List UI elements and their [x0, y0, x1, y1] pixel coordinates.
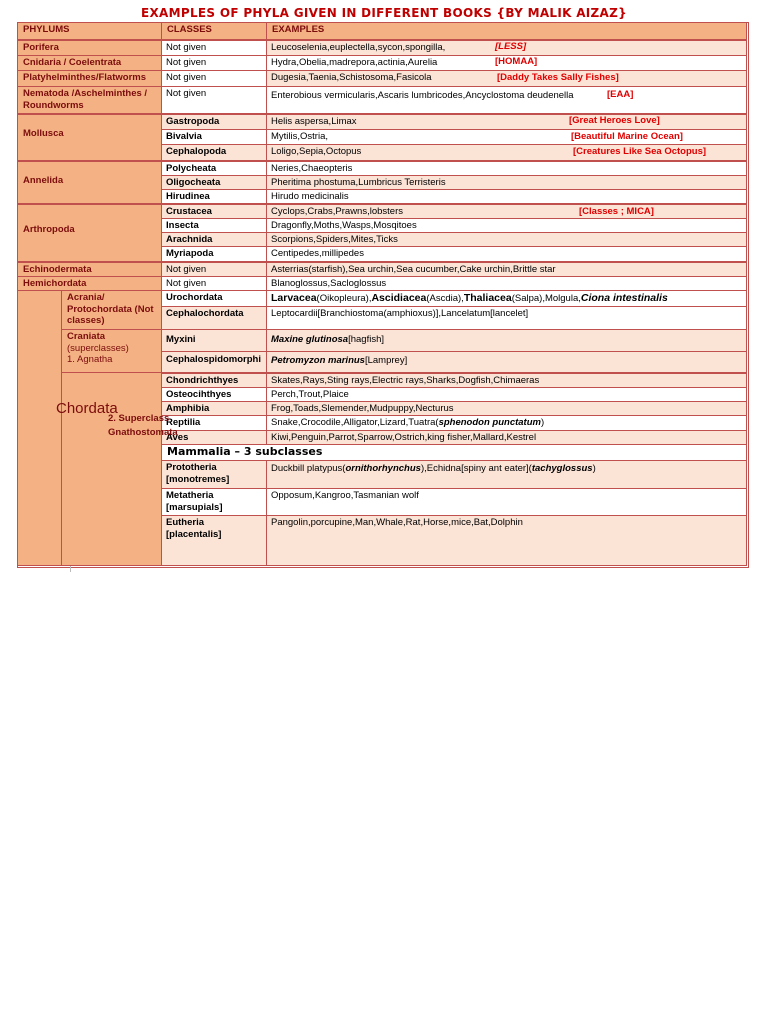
class-bivalvia: Bivalvia: [161, 129, 267, 145]
header-examples: EXAMPLES: [266, 22, 747, 40]
class-gastropoda: Gastropoda: [161, 114, 267, 130]
acrania-label: Acrania/ Protochordata (Not classes): [61, 290, 162, 330]
class-urochordata: Urochordata: [161, 290, 267, 307]
examples-osteichthyes: Perch,Trout,Plaice: [266, 387, 747, 402]
prototheria-name: Prototheria: [166, 462, 217, 473]
phylum-echinodermata: Echinodermata: [17, 262, 162, 277]
examples-echinodermata: Asterrias(starfish),Sea urchin,Sea cucumber,Cake urchin,Brittle star: [266, 262, 747, 277]
mnemonic: [LESS]: [495, 41, 527, 52]
eutheria-alt: [placentalis]: [166, 528, 222, 540]
mnemonic: [HOMAA]: [495, 56, 538, 67]
examples-text: Mytilis,Ostria,: [271, 131, 328, 142]
examples-nematoda: [266, 86, 747, 114]
examples-metatheria: Opposum,Kangroo,Tasmanian wolf: [266, 488, 747, 516]
class-polycheata: Polycheata: [161, 161, 267, 176]
ciona: Ciona intestinalis: [580, 292, 668, 304]
craniata-title: Craniata: [67, 331, 106, 342]
examples-text: Dugesia,Taenia,Schistosoma,Fasicola: [271, 72, 432, 83]
class-hirudinea: Hirudinea: [161, 189, 267, 204]
examples-eutheria: Pangolin,porcupine,Man,Whale,Rat,Horse,mice,Bat,Dolphin: [266, 515, 747, 566]
metatheria-alt: [marsupials]: [166, 501, 223, 513]
examples-platyhelminthes: [266, 70, 747, 87]
class-aves: Aves: [161, 430, 267, 445]
phylum-chordata: Chordata: [56, 400, 118, 417]
myxini-common: [hagfish]: [348, 334, 384, 345]
phylum-porifera: Porifera: [17, 40, 162, 56]
phylum-platyhelminthes: Platyhelminthes/Flatworms: [17, 70, 162, 87]
phylum-chordata-column: [17, 290, 62, 566]
divider-tick: [70, 566, 71, 572]
class-reptilia: Reptilia: [161, 415, 267, 431]
mnemonic: [Great Heroes Love]: [569, 115, 660, 126]
thaliacea-example: (Salpa),Molgula,: [511, 293, 581, 304]
page-title: EXAMPLES OF PHYLA GIVEN IN DIFFERENT BOOKS {BY MALIK AIZAZ}: [141, 6, 627, 20]
class-osteichthyes: Osteocihthyes: [161, 387, 267, 402]
examples-crustacea: [266, 204, 747, 219]
metatheria-name: Metatheria: [166, 490, 214, 501]
classes-platyhelminthes: Not given: [161, 70, 267, 87]
class-cephalospidomorphi: Cephalospidomorphi: [161, 351, 267, 373]
examples-chondrichthyes: Skates,Rays,Sting rays,Electric rays,Sharks,Dogfish,Chimaeras: [266, 373, 747, 388]
superclass-gnathostomata: 2. Superclass Gnathostomata: [108, 413, 178, 438]
examples-text: Cyclops,Crabs,Prawns,lobsters: [271, 206, 403, 217]
examples-oligocheata: Pheritima phostuma,Lumbricus Terristeris: [266, 175, 747, 190]
examples-amphibia: Frog,Toads,Slemender,Mudpuppy,Necturus: [266, 401, 747, 416]
class-eutheria: [161, 515, 267, 566]
prototheria-alt: [monotremes]: [166, 473, 230, 485]
proto-mid: ),Echidna[spiny ant eater](: [420, 463, 532, 474]
mnemonic: [Beautiful Marine Ocean]: [571, 131, 683, 142]
class-chondrichthyes: Chondrichthyes: [161, 373, 267, 388]
examples-porifera: [266, 40, 747, 56]
mnemonic: [Daddy Takes Sally Fishes]: [497, 72, 619, 83]
examples-insecta: Dragonfly,Moths,Wasps,Mosqitoes: [266, 218, 747, 233]
classes-cnidaria: Not given: [161, 55, 267, 71]
mammalia-title: Mammalia – 3 subclasses: [167, 445, 323, 458]
class-prototheria: [161, 460, 267, 489]
header-classes: CLASSES: [161, 22, 267, 40]
lamprey-sci: Petromyzon marinus: [271, 355, 365, 366]
phylum-annelida: Annelida: [17, 161, 162, 204]
mnemonic: [EAA]: [607, 89, 634, 100]
class-myxini: Myxini: [161, 329, 267, 352]
examples-polycheata: Neries,Chaeopteris: [266, 161, 747, 176]
craniata-sub: (superclasses): [67, 342, 129, 354]
class-metatheria: [161, 488, 267, 516]
reptilia-pre: Snake,Crocodile,Alligator,Lizard,Tuatra(: [271, 417, 439, 428]
ascidiacea: Ascidiacea: [371, 292, 427, 304]
examples-arachnida: Scorpions,Spiders,Mites,Ticks: [266, 232, 747, 247]
mnemonic: [Creatures Like Sea Octopus]: [573, 146, 707, 157]
proto-sci-1: ornithorhynchus: [345, 463, 421, 474]
phylum-mollusca: Mollusca: [17, 114, 162, 161]
classes-echinodermata: Not given: [161, 262, 267, 277]
examples-myriapoda: Centipedes,millipedes: [266, 246, 747, 262]
class-cephalopoda: Cephalopoda: [161, 144, 267, 161]
classes-porifera: Not given: [161, 40, 267, 56]
eutheria-name: Eutheria: [166, 517, 205, 528]
examples-cephalopoda: [266, 144, 747, 161]
proto-pre: Duckbill platypus(: [271, 463, 346, 474]
myxini-sci: Maxine glutinosa: [271, 334, 349, 345]
class-oligocheata: Oligocheata: [161, 175, 267, 190]
phylum-cnidaria: Cnidaria / Coelentrata: [17, 55, 162, 71]
class-myriapoda: Myriapoda: [161, 246, 267, 262]
larvacea: Larvacea: [271, 292, 317, 304]
examples-gastropoda: [266, 114, 747, 130]
classes-nematoda: Not given: [161, 86, 267, 114]
phylum-arthropoda: Arthropoda: [17, 204, 162, 262]
reptilia-sci: sphenodon punctatum: [438, 417, 541, 428]
mnemonic: [Classes ; MICA]: [579, 206, 654, 217]
proto-sci-2: tachyglossus: [531, 463, 593, 474]
class-amphibia: Amphibia: [161, 401, 267, 416]
lamprey-common: [Lamprey]: [364, 355, 408, 366]
examples-text: Loligo,Sepia,Octopus: [271, 146, 362, 157]
examples-text: Hydra,Obelia,madrepora,actinia,Aurelia: [271, 57, 438, 68]
class-arachnida: Arachnida: [161, 232, 267, 247]
thaliacea: Thaliacea: [463, 292, 512, 304]
examples-prototheria: [266, 460, 747, 489]
examples-myxini: [266, 329, 747, 352]
examples-cephalochordata: Leptocardii[Branchiostoma(amphioxus)],Lancelatum[lancelet]: [266, 306, 747, 330]
classes-hemichordata: Not given: [161, 276, 267, 291]
larvacea-example: (Oikopleura),: [316, 293, 372, 304]
ascidiacea-example: (Ascdia),: [426, 293, 464, 304]
reptilia-post: ): [540, 417, 545, 428]
mammalia-header: [161, 444, 747, 461]
examples-bivalvia: [266, 129, 747, 145]
examples-cephalospidomorphi: [266, 351, 747, 373]
phylum-nematoda: Nematoda /Aschelminthes / Roundworms: [17, 86, 162, 114]
phylum-hemichordata: Hemichordata: [17, 276, 162, 291]
examples-text: Helis aspersa,Limax: [271, 116, 357, 127]
examples-text: Enterobious vermicularis,Ascaris lumbricodes,Ancyclostoma deudenella: [271, 90, 574, 101]
class-crustacea: Crustacea: [161, 204, 267, 219]
examples-text: Leucoselenia,euplectella,sycon,spongilla,: [271, 42, 446, 53]
proto-post: ): [592, 463, 596, 474]
class-cephalochordata: Cephalochordata: [161, 306, 267, 330]
examples-hemichordata: Blanoglossus,Sacloglossus: [266, 276, 747, 291]
agnatha-label: 1. Agnatha: [67, 354, 113, 365]
examples-cnidaria: [266, 55, 747, 71]
craniata-label: [61, 329, 162, 373]
examples-hirudinea: Hirudo medicinalis: [266, 189, 747, 204]
examples-reptilia: [266, 415, 747, 431]
examples-urochordata: [266, 290, 747, 307]
class-insecta: Insecta: [161, 218, 267, 233]
examples-aves: Kiwi,Penguin,Parrot,Sparrow,Ostrich,king fisher,Mallard,Kestrel: [266, 430, 747, 445]
header-phylum: PHYLUMS: [17, 22, 162, 40]
